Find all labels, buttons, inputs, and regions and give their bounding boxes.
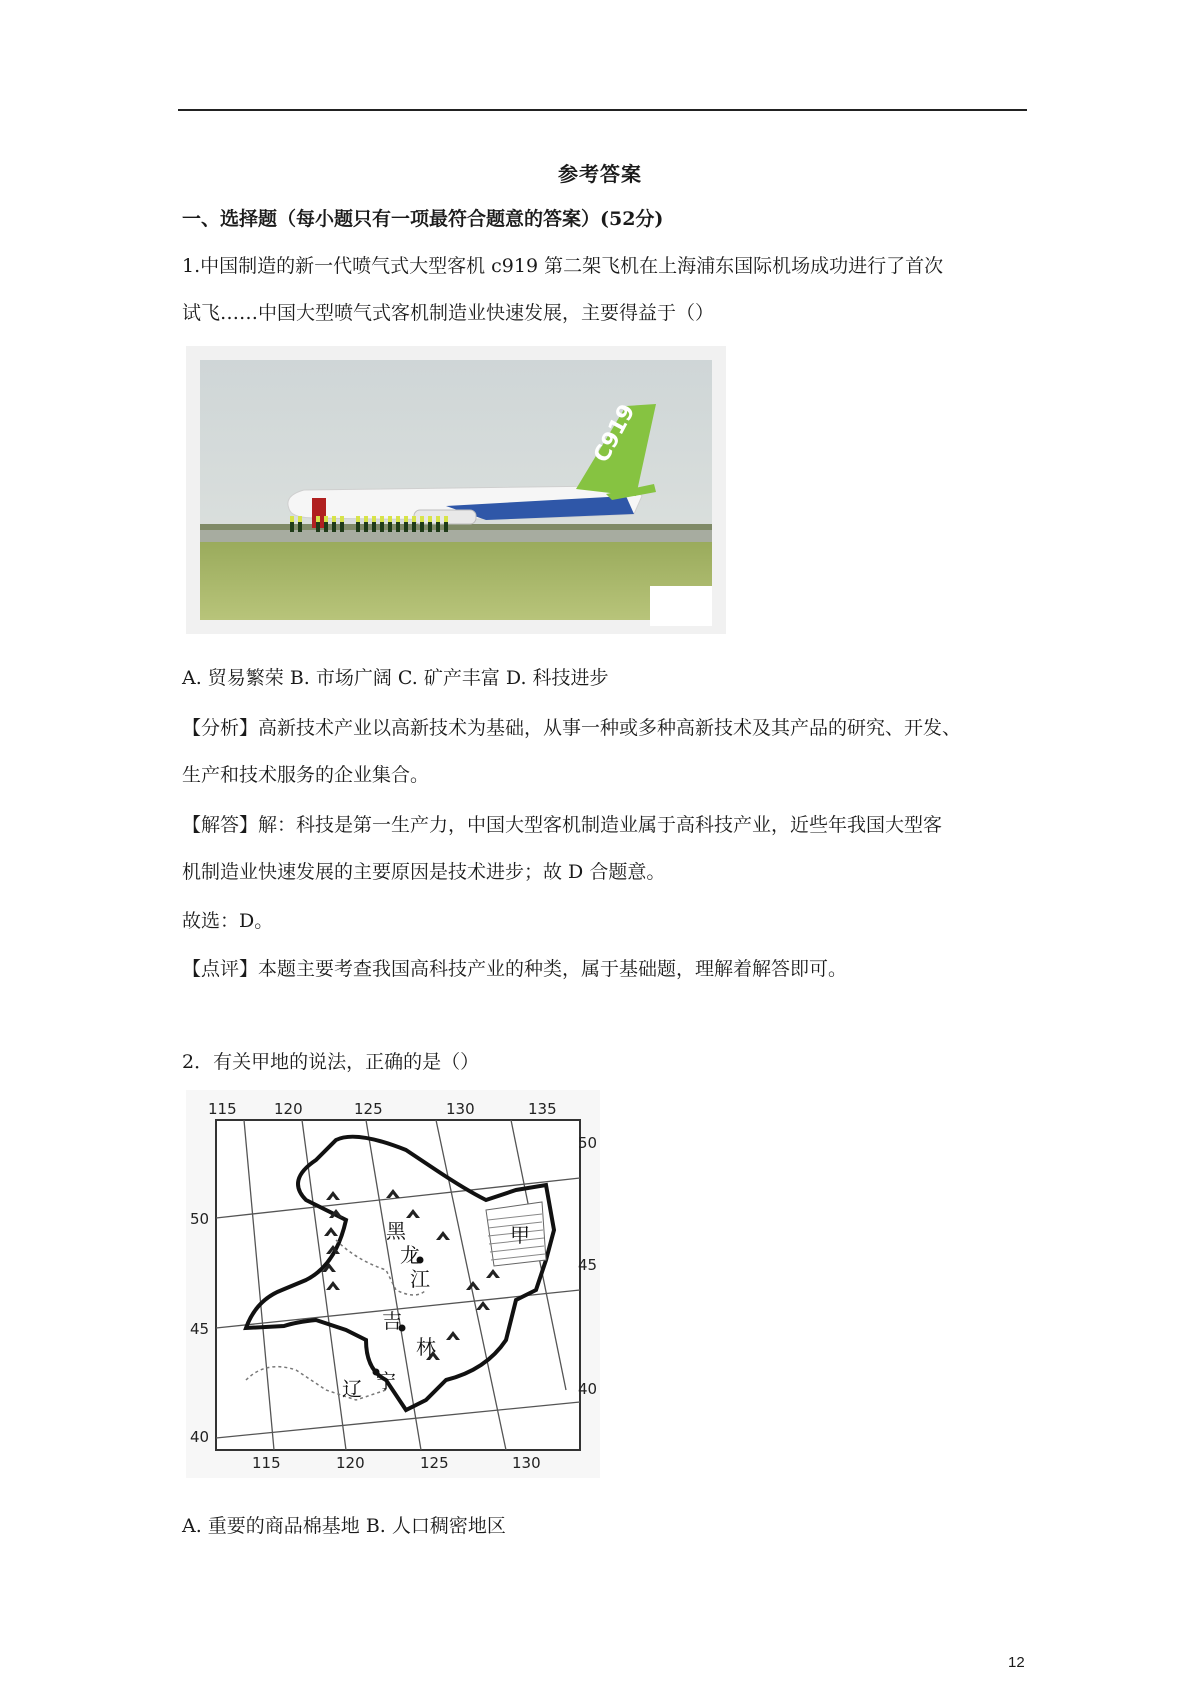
region-label-jia: 甲 [510,1223,530,1247]
page-number: 12 [1008,1654,1025,1671]
top-lon-label: 125 [354,1100,383,1118]
top-lon-label: 130 [446,1100,475,1118]
top-lon-label: 120 [274,1100,303,1118]
region-label: 吉 [382,1309,402,1333]
left-lat-label: 45 [190,1320,210,1338]
right-lat-label: 45 [578,1256,598,1274]
northeast-china-map [186,1090,600,1478]
q2-options: A. 重要的商品棉基地 B. 人口稠密地区 [182,1515,506,1537]
region-label: 宁 [376,1369,396,1393]
region-label: 黑 [386,1219,406,1243]
bottom-lon-label: 120 [336,1454,365,1472]
bottom-lon-label: 130 [512,1454,541,1472]
page-title: 参考答案 [558,162,642,186]
top-lon-label: 135 [528,1100,557,1118]
region-label: 江 [410,1267,430,1291]
q1-answer-line1: 【解答】解：科技是第一生产力，中国大型客机制造业属于高科技产业，近些年我国大型客 [182,814,943,836]
q1-stem-line2: 试飞……中国大型喷气式客机制造业快速发展，主要得益于（） [182,302,715,324]
bottom-lon-label: 125 [420,1454,449,1472]
region-label: 林 [416,1335,436,1359]
c919-aircraft-photo [186,346,726,634]
q1-analysis-line1: 【分析】高新技术产业以高新技术为基础，从事一种或多种高新技术及其产品的研究、开发、 [182,717,962,739]
section-heading: 一、选择题（每小题只有一项最符合题意的答案）(52分) [182,208,664,230]
right-lat-label: 40 [578,1380,598,1398]
left-lat-label: 40 [190,1428,210,1446]
region-label: 辽 [342,1377,362,1401]
q1-choice: 故选：D。 [182,910,274,932]
tail-logo-text: C919 [589,400,641,467]
q1-stem-line1: 1.中国制造的新一代喷气式大型客机 c919 第二架飞机在上海浦东国际机场成功进行了首次 [182,255,944,277]
right-lat-label: 50 [578,1134,598,1152]
q1-options: A. 贸易繁荣 B. 市场广阔 C. 矿产丰富 D. 科技进步 [182,667,609,689]
q1-analysis-line2: 生产和技术服务的企业集合。 [182,764,430,786]
header-rule [178,109,1027,111]
q1-comment: 【点评】本题主要考查我国高科技产业的种类，属于基础题，理解着解答即可。 [182,958,848,980]
top-lon-label: 115 [208,1100,237,1118]
q2-stem: 2．有关甲地的说法，正确的是（） [182,1051,480,1073]
left-lat-label: 50 [190,1210,210,1228]
bottom-lon-label: 115 [252,1454,281,1472]
q1-answer-line2: 机制造业快速发展的主要原因是技术进步；故 D 合题意。 [182,861,666,883]
region-label: 龙 [400,1243,420,1267]
